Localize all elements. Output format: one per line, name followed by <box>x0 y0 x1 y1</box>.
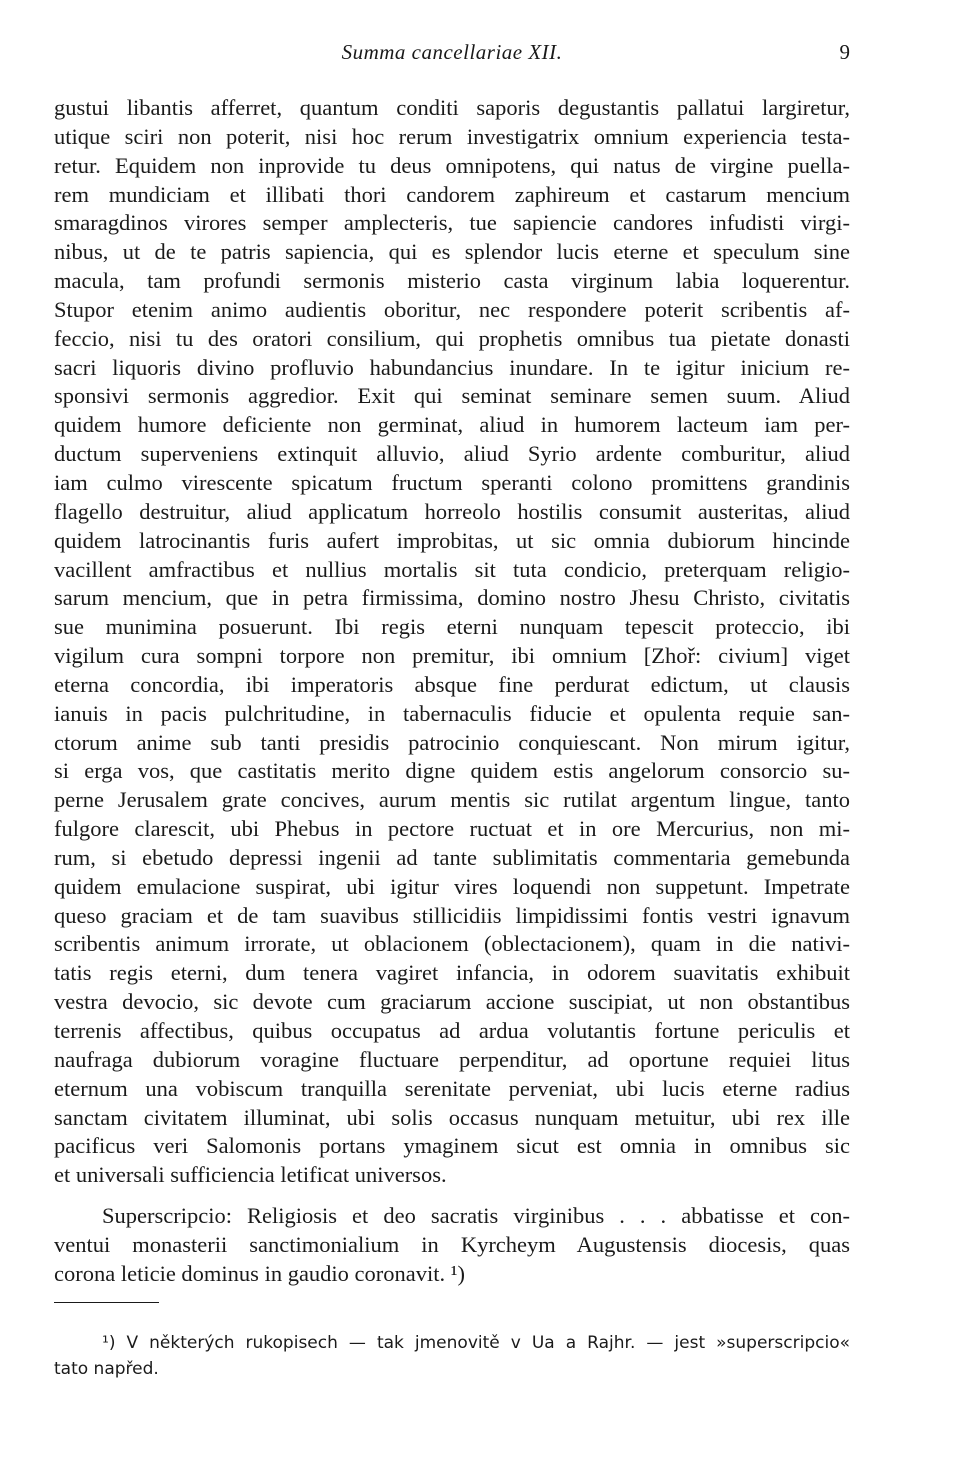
text-line: vigilum cura sompni torpore non premitur, ibi omnium [Zhoř: civium] viget <box>54 643 850 669</box>
text-line: ianuis in pacis pulchritudine, in tabernaculis fiducie et opulenta requie san- <box>54 700 850 726</box>
text-line: corona leticie dominus in gaudio coronavit. ¹) <box>54 1260 466 1286</box>
text-line: gustui libantis afferret, quantum conditi saporis degustantis pallatui largiretur, <box>54 95 850 120</box>
text-line: pacificus veri Salomonis portans ymaginem sicut est omnia in omnibus sic <box>54 1133 850 1159</box>
text-line: retur. Equidem non inprovide tu deus omnipotens, qui natus de virgine puella- <box>54 152 850 178</box>
text-line: scribentis animum irrorate, ut oblacionem (oblectacionem), quam in die nativi- <box>54 931 850 957</box>
text-line: perne Jerusalem grate concives, aurum mentis sic rutilat argentum lingue, tanto <box>54 787 850 813</box>
text-line: macula, tam profundi sermonis misterio casta virginum labia loquerentur. <box>54 268 850 294</box>
footnote-line: ¹) V některých rukopisech — tak jmenovitě v Ua a Rajhr. — jest »superscripcio« <box>102 1333 850 1353</box>
text-line: ctorum anime sub tanti presidis patrocinio conquiescant. Non mirum igitur, <box>54 729 850 755</box>
footnotes <box>54 1330 850 1382</box>
text-line: terrenis affectibus, quibus occupatus ad ardua volutantis fortune periculis et <box>54 1018 850 1043</box>
text-line: sacri liquoris divino profluvio habundancius inundare. In te igitur inicium re- <box>54 354 850 380</box>
text-line: quidem humore deficiente non germinat, aliud in humorem lacteum iam per- <box>54 412 850 438</box>
footnote-rule <box>54 1302 159 1303</box>
text-line: Stupor etenim animo audientis oboritur, nec respondere poterit scribentis af- <box>54 296 850 322</box>
text-line: rum, si ebetudo depressi ingenii ad tante sublimitatis commentaria gemebunda <box>54 844 850 870</box>
text-line: feccio, nisi tu des oratori consilium, qui prophetis omnibus tua pietate donasti <box>54 325 850 351</box>
text-line: quidem latrocinantis furis aufert improbitas, ut sic omnia dubiorum hincinde <box>54 527 850 553</box>
text-line: ventui monasterii sanctimonialium in Kyrcheym Augustensis diocesis, quas <box>54 1231 850 1257</box>
body-text <box>54 94 850 1289</box>
text-line: utique sciri non poterit, nisi hoc rerum investigatrix omnium experiencia testa- <box>54 123 850 149</box>
text-line: ductum superveniens extinquit alluvio, aliud Syrio ardente comburitur, aliud <box>54 441 850 467</box>
paragraph-gap <box>54 1190 850 1202</box>
page-number: 9 <box>839 40 850 64</box>
running-title: Summa cancellariae XII. <box>341 40 563 64</box>
paragraph-1 <box>54 94 850 1190</box>
text-line: vestra devocio, sic devote cum graciarum accione suscipiat, ut non obstantibus <box>54 989 850 1015</box>
text-line: Superscripcio: Religiosis et deo sacratis virginibus . . . abbatisse et con- <box>102 1203 850 1229</box>
text-line: et universali sufficiencia letificat universos. <box>54 1162 447 1188</box>
text-line: smaragdinos virores semper amplecteris, tue sapiencie candores infudisti virgi- <box>54 210 850 236</box>
text-line: sue munimina posuerunt. Ibi regis eterni nunquam tepescit proteccio, ibi <box>54 614 850 640</box>
footnote-line: tato napřed. <box>54 1359 159 1379</box>
text-line: iam culmo virescente spicatum fructum speranti colono promittens grandinis <box>54 469 850 495</box>
text-line: quidem emulacione suspirat, ubi igitur vires loquendi non suppetunt. Impetrate <box>54 873 850 899</box>
text-line: rem mundiciam et illibati thori candorem zaphireum et castarum mencium <box>54 181 850 207</box>
text-line: eterna concordia, ibi imperatoris absque fine perdurat edictum, ut clausis <box>54 671 850 697</box>
text-line: nibus, ut de te patris sapiencia, qui es splendor lucis eterne et speculum sine <box>54 239 850 265</box>
paragraph-2 <box>54 1202 850 1289</box>
text-line: queso graciam et de tam suavibus stillicidiis limpidissimi fontis vestri ignavum <box>54 902 850 928</box>
text-line: tatis regis eterni, dum tenera vagiret infancia, in odorem suavitatis exhibuit <box>54 960 850 986</box>
text-line: naufraga dubiorum voragine fluctuare perpenditur, ad oportune requiei litus <box>54 1046 850 1072</box>
text-line: eternum una vobiscum tranquilla serenitate perveniat, ubi lucis eterne radius <box>54 1075 850 1101</box>
text-line: vacillent amfractibus et nullius mortalis sit tuta condicio, preterquam religio- <box>54 556 850 582</box>
text-line: fulgore clarescit, ubi Phebus in pectore ructuat et in ore Mercurius, non mi- <box>54 816 850 842</box>
text-line: sarum mencium, que in petra firmissima, domino nostro Jhesu Christo, civitatis <box>54 585 850 611</box>
text-line: flagello destruitur, aliud applicatum horreolo hostilis consumit austeritas, aliud <box>54 498 850 524</box>
text-line: sponsivi sermonis aggredior. Exit qui seminat seminare semen suum. Aliud <box>54 383 850 409</box>
text-line: sanctam civitatem illuminat, ubi solis occasus nunquam metuitur, ubi rex ille <box>54 1104 850 1130</box>
text-line: si erga vos, que castitatis merito digne quidem estis angelorum consorcio su- <box>54 758 850 784</box>
running-header <box>54 40 850 70</box>
